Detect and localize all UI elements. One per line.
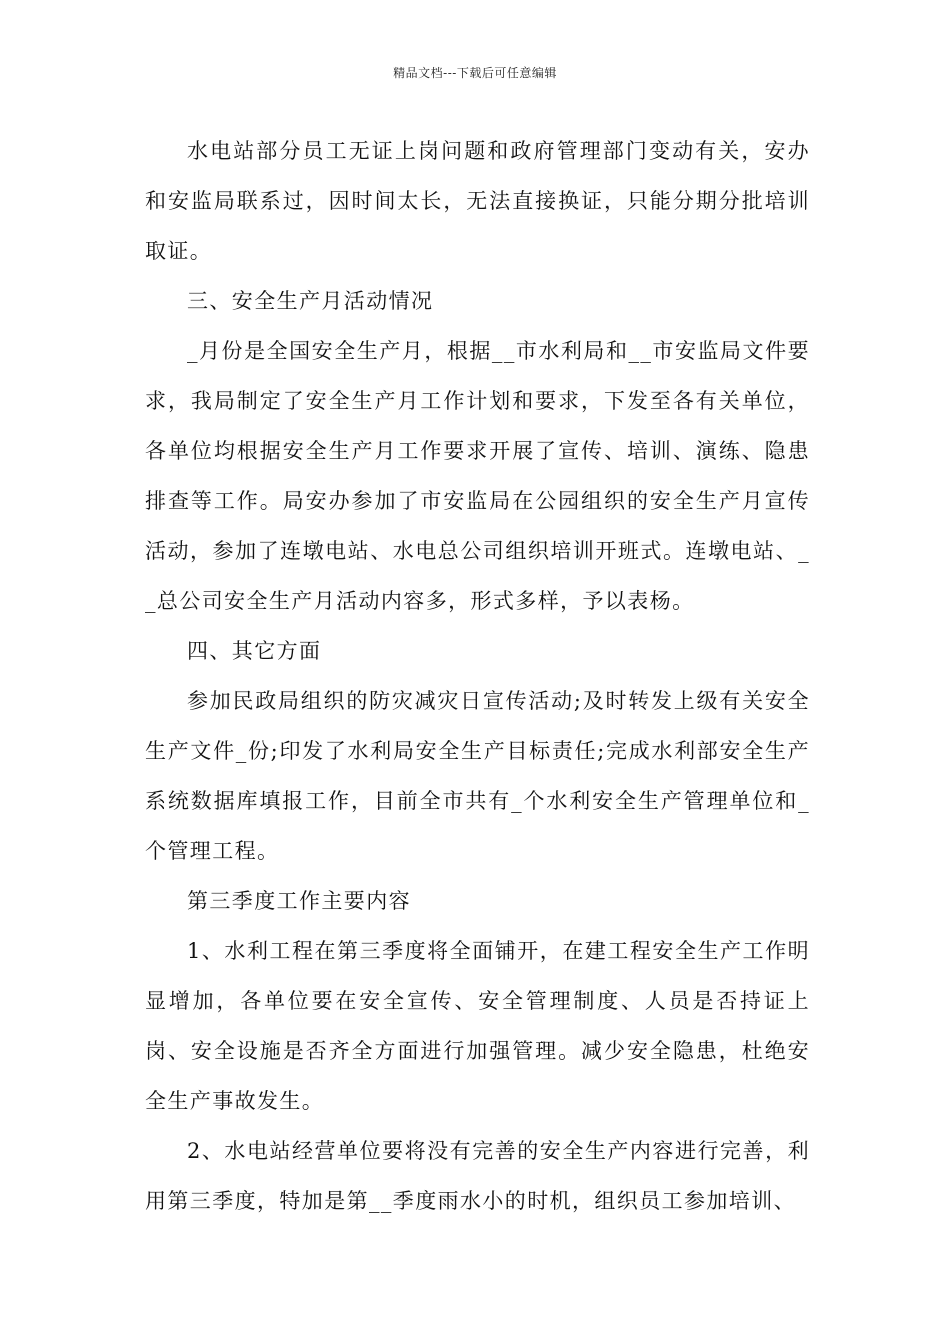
paragraph-q3-item-1: 1、水利工程在第三季度将全面铺开，在建工程安全生产工作明显增加，各单位要在安全宣传、安全管理制度、人员是否持证上岗、安全设施是否齐全方面进行加强管理。减少安全隐患，杜绝安全生产事故发生。 xyxy=(145,939,810,1113)
heading-other-aspects: 四、其它方面 xyxy=(187,639,322,663)
heading-safety-month: 三、安全生产月活动情况 xyxy=(187,289,434,313)
heading-q3-main-work: 第三季度工作主要内容 xyxy=(187,889,411,913)
paragraph-q3-item-2: 2、水电站经营单位要将没有完善的安全生产内容进行完善，利用第三季度，特加是第__季度雨水小的时机，组织员工参加培训、 xyxy=(145,1139,810,1213)
paragraph-staff-certification: 水电站部分员工无证上岗问题和政府管理部门变动有关，安办和安监局联系过，因时间太长，无法直接换证，只能分期分批培训取证。 xyxy=(145,139,810,263)
document-body xyxy=(145,126,810,1226)
paragraph-safety-month: _月份是全国安全生产月，根据__市水利局和__市安监局文件要求，我局制定了安全生产月工作计划和要求，下发至各有关单位，各单位均根据安全生产月工作要求开展了宣传、培训、演练、隐患排查等工作。局安办参加了市安监局在公园组织的安全生产月宣传活动，参加了连墩电站、水电总公司组织培训开班式。连墩电站、__总公司安全生产月活动内容多，形式多样，予以表杨。 xyxy=(145,339,810,613)
paragraph-other-aspects: 参加民政局组织的防灾减灾日宣传活动;及时转发上级有关安全生产文件_份;印发了水利局安全生产目标责任;完成水利部安全生产系统数据库填报工作，目前全市共有_个水利安全生产管理单位和_个管理工程。 xyxy=(145,689,810,863)
page-header: 精品文档---下载后可任意编辑 xyxy=(393,66,557,80)
